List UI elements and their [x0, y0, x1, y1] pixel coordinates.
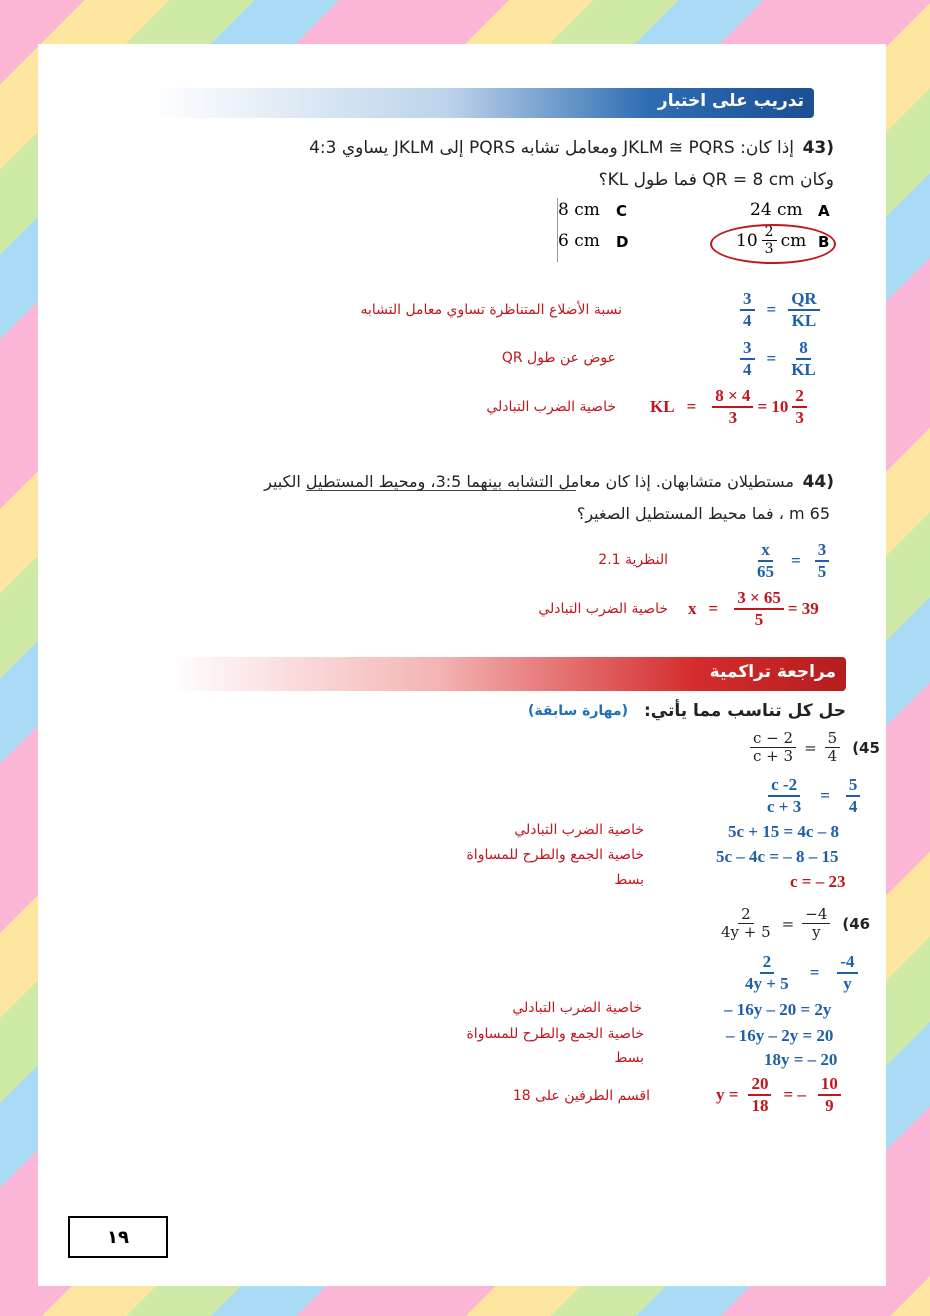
q45-step1: $\frac{c -2}{c + 3}$ = $\frac{5}{4}$ — [760, 775, 864, 816]
answer-circle — [710, 224, 836, 264]
page-number: ١٩ — [68, 1216, 168, 1258]
review-instruction: حل كل تناسب مما يأتي: — [643, 701, 846, 721]
option-d-value: 6 cm — [558, 231, 600, 251]
option-b-label: B — [818, 233, 830, 251]
option-b-whole: 10 — [736, 230, 758, 251]
q45-number: (45 — [852, 738, 880, 757]
q46-number: (46 — [842, 914, 871, 933]
q46-given: $\frac{2}{4y + 5}$ = $\frac{-4}{y}$ (46 — [721, 905, 871, 942]
option-b-unit: cm — [780, 230, 807, 251]
q43-number: 43) — [802, 138, 834, 158]
q46-step5-note: اقسم الطرفين على 18 — [512, 1088, 650, 1104]
q45-step2: 5c + 15 = 4c – 8 — [728, 822, 839, 841]
q45-given: $\frac{c - 2}{c + 3}$ = $\frac{5}{4}$ (45 — [746, 730, 880, 766]
q44-step1: $\frac{x}{65}$ = $\frac{3}{5}$ — [750, 540, 833, 581]
q44-step1-note: النظرية 2.1 — [598, 552, 668, 568]
option-d-label: D — [616, 233, 629, 251]
q45-step4-note: بسط — [614, 872, 644, 888]
review-skill: (مهارة سابقة) — [527, 703, 628, 719]
q43-step3: KL = $\frac{8 \times 4}{3}$ = 10 $\frac{2}{3}$ — [650, 386, 811, 427]
option-b-num: 2 — [762, 224, 777, 241]
q43-line2: وكان QR = 8 cm فما طول KL؟ — [598, 170, 834, 190]
q45-step3-note: خاصية الجمع والطرح للمساواة — [466, 847, 644, 863]
q46-step3-note: خاصية الجمع والطرح للمساواة — [466, 1026, 644, 1042]
option-a-value: 24 cm — [750, 200, 803, 220]
cumulative-review-banner — [168, 657, 846, 691]
q45-step4: c = – 23 — [790, 872, 846, 891]
q44-number: 44) — [802, 472, 834, 492]
q44-line2: 65 m ، فما محيط المستطيل الصغير؟ — [576, 504, 830, 523]
test-practice-title: تدريب على اختبار — [657, 91, 804, 111]
q43-step1: $\frac{3}{4}$ = $\frac{QR}{KL}$ — [736, 289, 824, 330]
q44-step2: x = $\frac{3 \times 65}{5}$ = 39 — [688, 588, 819, 629]
q43-step1-note: نسبة الأضلاع المتناظرة تساوي معامل التشابه — [360, 302, 622, 318]
q46-step3: – 16y – 2y = 20 — [726, 1026, 834, 1045]
cumulative-review-title: مراجعة تراكمية — [709, 662, 836, 682]
q46-step4: 18y = – 20 — [764, 1050, 838, 1069]
q45-step3: 5c – 4c = – 8 – 15 — [716, 847, 839, 866]
q43-step2-note: عوض عن طول QR — [501, 350, 616, 366]
q43-step3-note: خاصية الضرب التبادلي — [486, 399, 616, 415]
option-c-value: 8 cm — [558, 200, 600, 220]
q46-step4-note: بسط — [614, 1050, 644, 1066]
option-b-den: 3 — [764, 241, 774, 258]
option-a-label: A — [818, 202, 830, 220]
q44-line1: مستطيلان متشابهان. إذا كان معامل التشابه بينهما 3:5، ومحيط المستطيل الكبير — [264, 472, 794, 491]
q43-step2: $\frac{3}{4}$ = $\frac{8}{KL}$ — [736, 338, 823, 379]
test-practice-banner — [150, 88, 814, 118]
q46-step1: $\frac{2}{4y + 5}$ = $\frac{-4}{y}$ — [738, 952, 862, 993]
option-c-label: C — [616, 202, 628, 220]
q46-step5: y = $\frac{20}{18}$ = – $\frac{10}{9}$ — [716, 1074, 845, 1115]
q44-step2-note: خاصية الضرب التبادلي — [538, 601, 668, 617]
q45-step2-note: خاصية الضرب التبادلي — [514, 822, 644, 838]
q46-step2: – 16y – 20 = 2y — [724, 1000, 832, 1019]
q43-line1: إذا كان: JKLM ≅ PQRS ومعامل تشابه PQRS إلى JKLM يساوي 4:3 — [309, 138, 794, 158]
q46-step2-note: خاصية الضرب التبادلي — [512, 1000, 642, 1016]
